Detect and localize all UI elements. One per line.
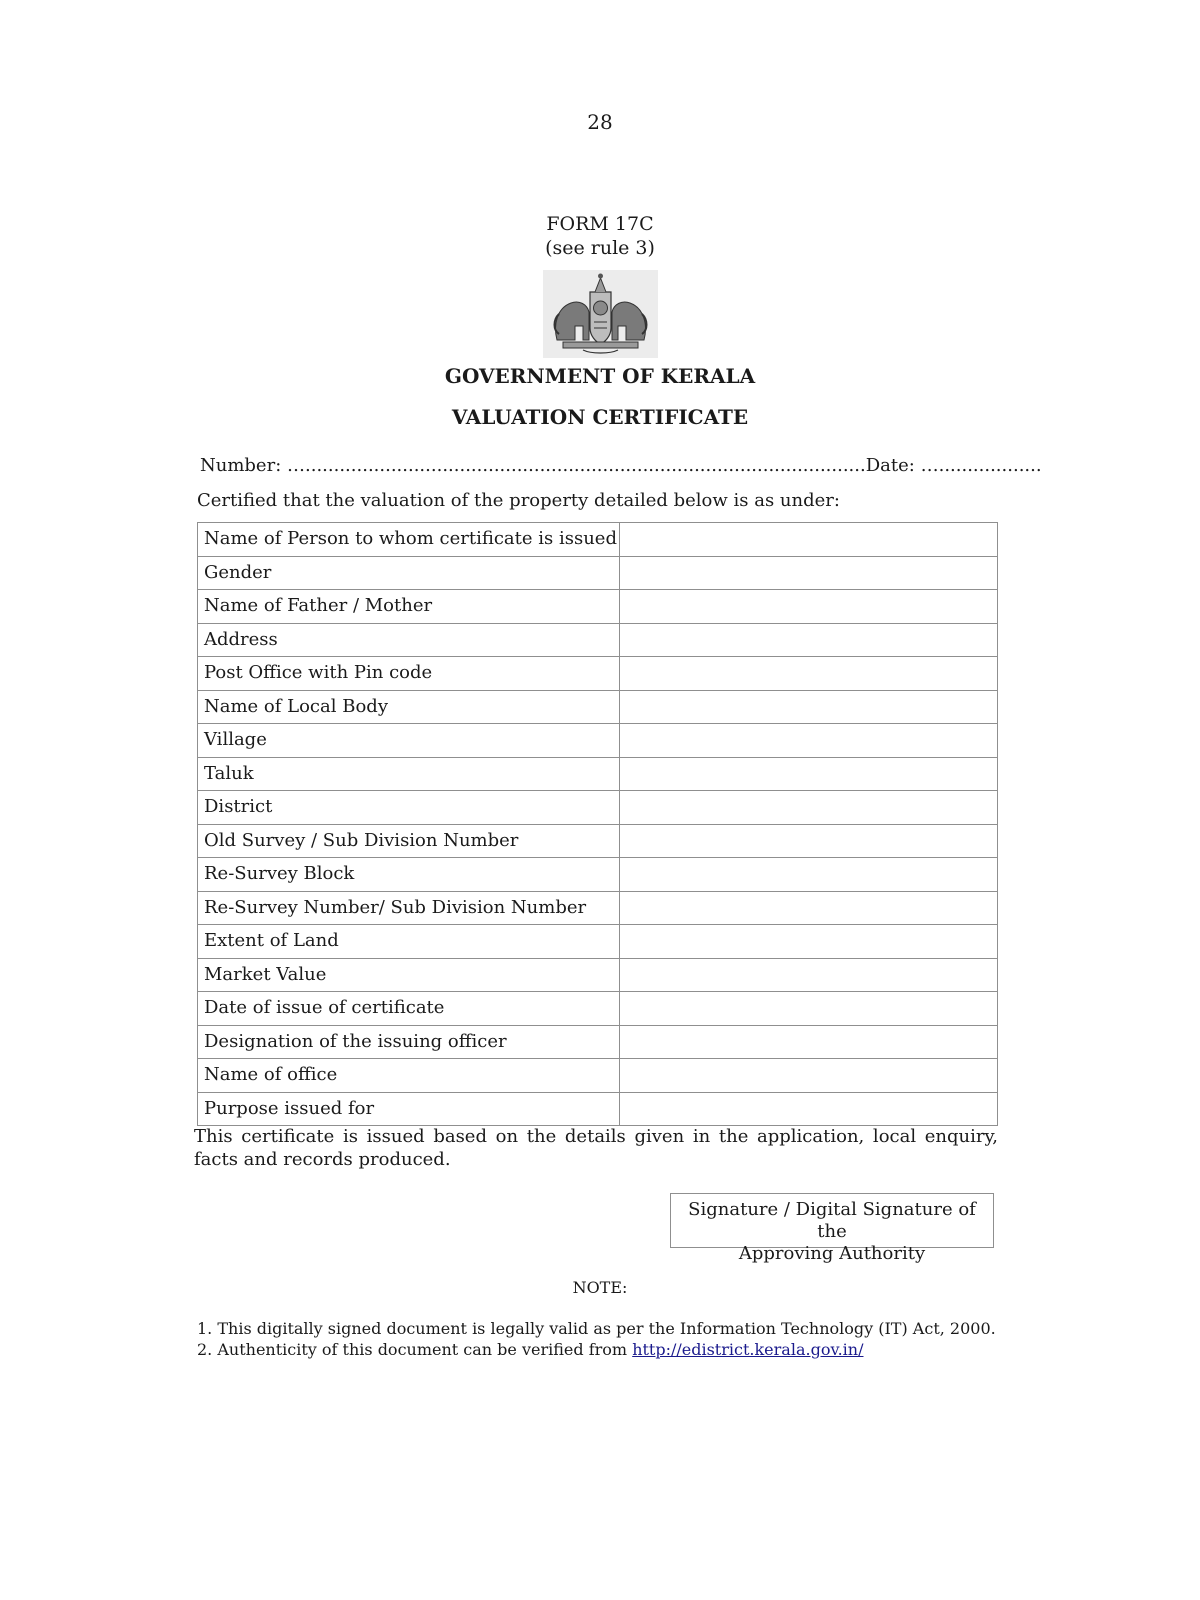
table-row [198,1059,998,1093]
form-header [0,212,1200,260]
table-row [198,690,998,724]
note-item-1: 1. This digitally signed document is legally valid as per the Information Technology (IT) Act, 2000. [197,1319,996,1338]
field-label: Village [198,724,620,758]
field-label: Date of issue of certificate [198,992,620,1026]
table-row [198,657,998,691]
field-value[interactable] [620,925,998,959]
field-value[interactable] [620,791,998,825]
field-label: Re-Survey Block [198,858,620,892]
signature-box [670,1193,994,1264]
certificate-title: VALUATION CERTIFICATE [451,405,749,429]
field-label: Designation of the issuing officer [198,1025,620,1059]
table-row [198,925,998,959]
field-value[interactable] [620,858,998,892]
table-row [198,556,998,590]
date-label: Date: [865,455,915,476]
table-row [198,891,998,925]
field-value[interactable] [620,992,998,1026]
field-value[interactable] [620,958,998,992]
field-value[interactable] [620,556,998,590]
field-value[interactable] [620,824,998,858]
field-value[interactable] [620,657,998,691]
edistrict-link[interactable]: http://edistrict.kerala.gov.in/ [632,1340,864,1359]
signature-line-1: Signature / Digital Signature of the [688,1199,976,1242]
certification-intro: Certified that the valuation of the property detailed below is as under: [197,490,840,511]
field-label: Market Value [198,958,620,992]
field-label: Re-Survey Number/ Sub Division Number [198,891,620,925]
note-item-2-text: 2. Authenticity of this document can be verified from [197,1340,633,1359]
field-value[interactable] [620,1059,998,1093]
table-row [198,757,998,791]
notes-list [197,1318,997,1360]
form-title: FORM 17C [546,213,654,235]
field-label: Old Survey / Sub Division Number [198,824,620,858]
field-label: Extent of Land [198,925,620,959]
number-field: ….................................................................................................. [287,455,866,476]
number-date-line [200,455,1042,476]
field-label: Taluk [198,757,620,791]
table-row [198,958,998,992]
form-rule: (see rule 3) [545,237,655,259]
field-value[interactable] [620,757,998,791]
table-row [198,724,998,758]
signature-line-2: Approving Authority [738,1243,926,1264]
field-value[interactable] [620,523,998,557]
field-value[interactable] [620,690,998,724]
field-label: Name of Person to whom certificate is issued [198,523,620,557]
table-row [198,1092,998,1126]
kerala-state-emblem-icon [543,270,658,358]
note-heading: NOTE: [572,1278,628,1297]
page-number: 28 [587,110,613,134]
table-row [198,523,998,557]
field-label: Post Office with Pin code [198,657,620,691]
field-value[interactable] [620,590,998,624]
date-field: ….................. [920,455,1042,476]
table-row [198,791,998,825]
table-row [198,1025,998,1059]
note-item-2 [197,1339,997,1360]
field-label: Name of Local Body [198,690,620,724]
table-row [198,590,998,624]
table-row [198,623,998,657]
field-label: Purpose issued for [198,1092,620,1126]
number-label: Number: [200,455,282,476]
table-row [198,858,998,892]
government-title: GOVERNMENT OF KERALA [444,364,756,388]
field-value[interactable] [620,1092,998,1126]
field-value[interactable] [620,891,998,925]
table-row [198,992,998,1026]
field-label: Name of office [198,1059,620,1093]
field-value[interactable] [620,724,998,758]
field-label: District [198,791,620,825]
field-label: Gender [198,556,620,590]
table-row [198,824,998,858]
certificate-basis-text: This certificate is issued based on the details given in the application, local enquiry, facts and records produced. [194,1126,998,1170]
field-value[interactable] [620,1025,998,1059]
field-label: Name of Father / Mother [198,590,620,624]
property-details-table [197,522,998,1126]
field-label: Address [198,623,620,657]
field-value[interactable] [620,623,998,657]
